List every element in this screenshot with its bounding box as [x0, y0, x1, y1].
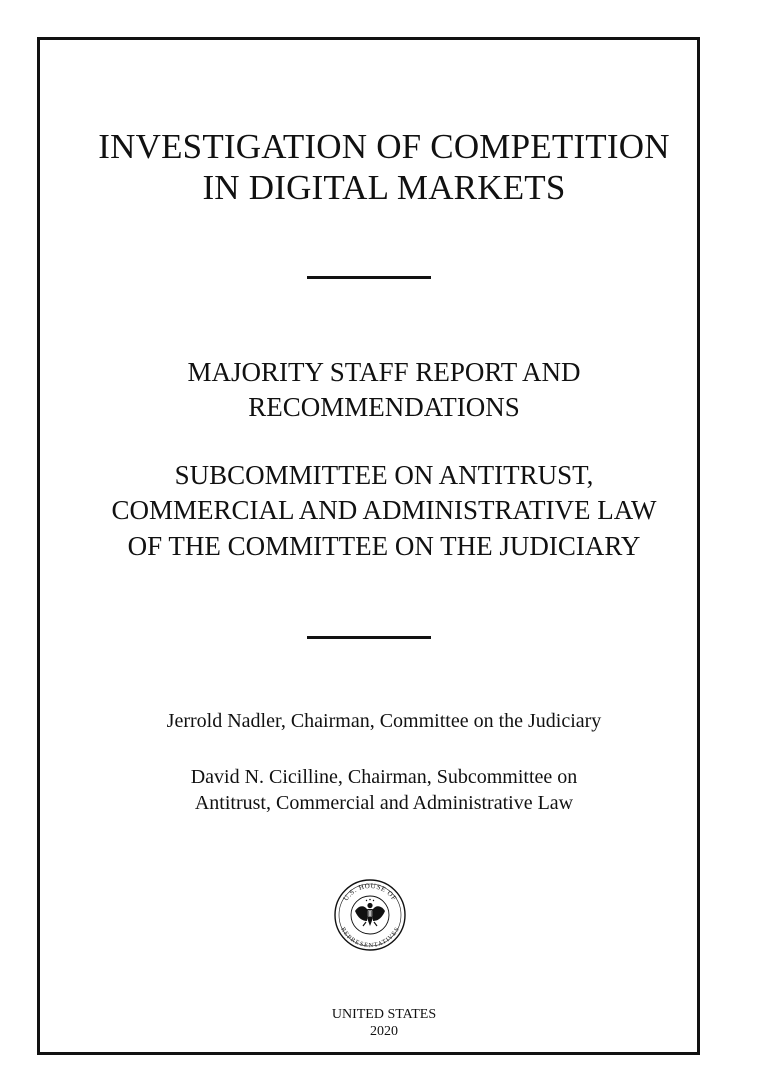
chairman-cicilline-line-2: Antitrust, Commercial and Administrative Law: [194, 792, 574, 814]
subcommittee-divider: [307, 636, 431, 639]
chairman-nadler: Jerrold Nadler, Chairman, Committee on the Judiciary: [166, 710, 602, 732]
chairman-cicilline-line-1: David N. Cicilline, Chairman, Subcommittee on: [190, 766, 578, 788]
report-title-line-1: INVESTIGATION OF COMPETITION: [98, 127, 670, 166]
house-seal-icon: [333, 878, 407, 952]
title-divider: [307, 276, 431, 279]
subcommittee-line-3: OF THE COMMITTEE ON THE JUDICIARY: [127, 531, 641, 561]
subcommittee-line-2: COMMERCIAL AND ADMINISTRATIVE LAW: [111, 495, 657, 525]
publication-year: 2020: [370, 1024, 398, 1039]
seal-text-bottom: REPRESENTATIVES: [339, 926, 401, 950]
report-title-line-2: IN DIGITAL MARKETS: [202, 168, 566, 207]
subcommittee-line-1: SUBCOMMITTEE ON ANTITRUST,: [174, 460, 594, 490]
seal-text-top: U.S. HOUSE OF: [341, 881, 399, 903]
report-type-line-2: RECOMMENDATIONS: [248, 392, 520, 422]
report-type-line-1: MAJORITY STAFF REPORT AND: [187, 357, 581, 387]
publisher-country: UNITED STATES: [331, 1007, 437, 1022]
